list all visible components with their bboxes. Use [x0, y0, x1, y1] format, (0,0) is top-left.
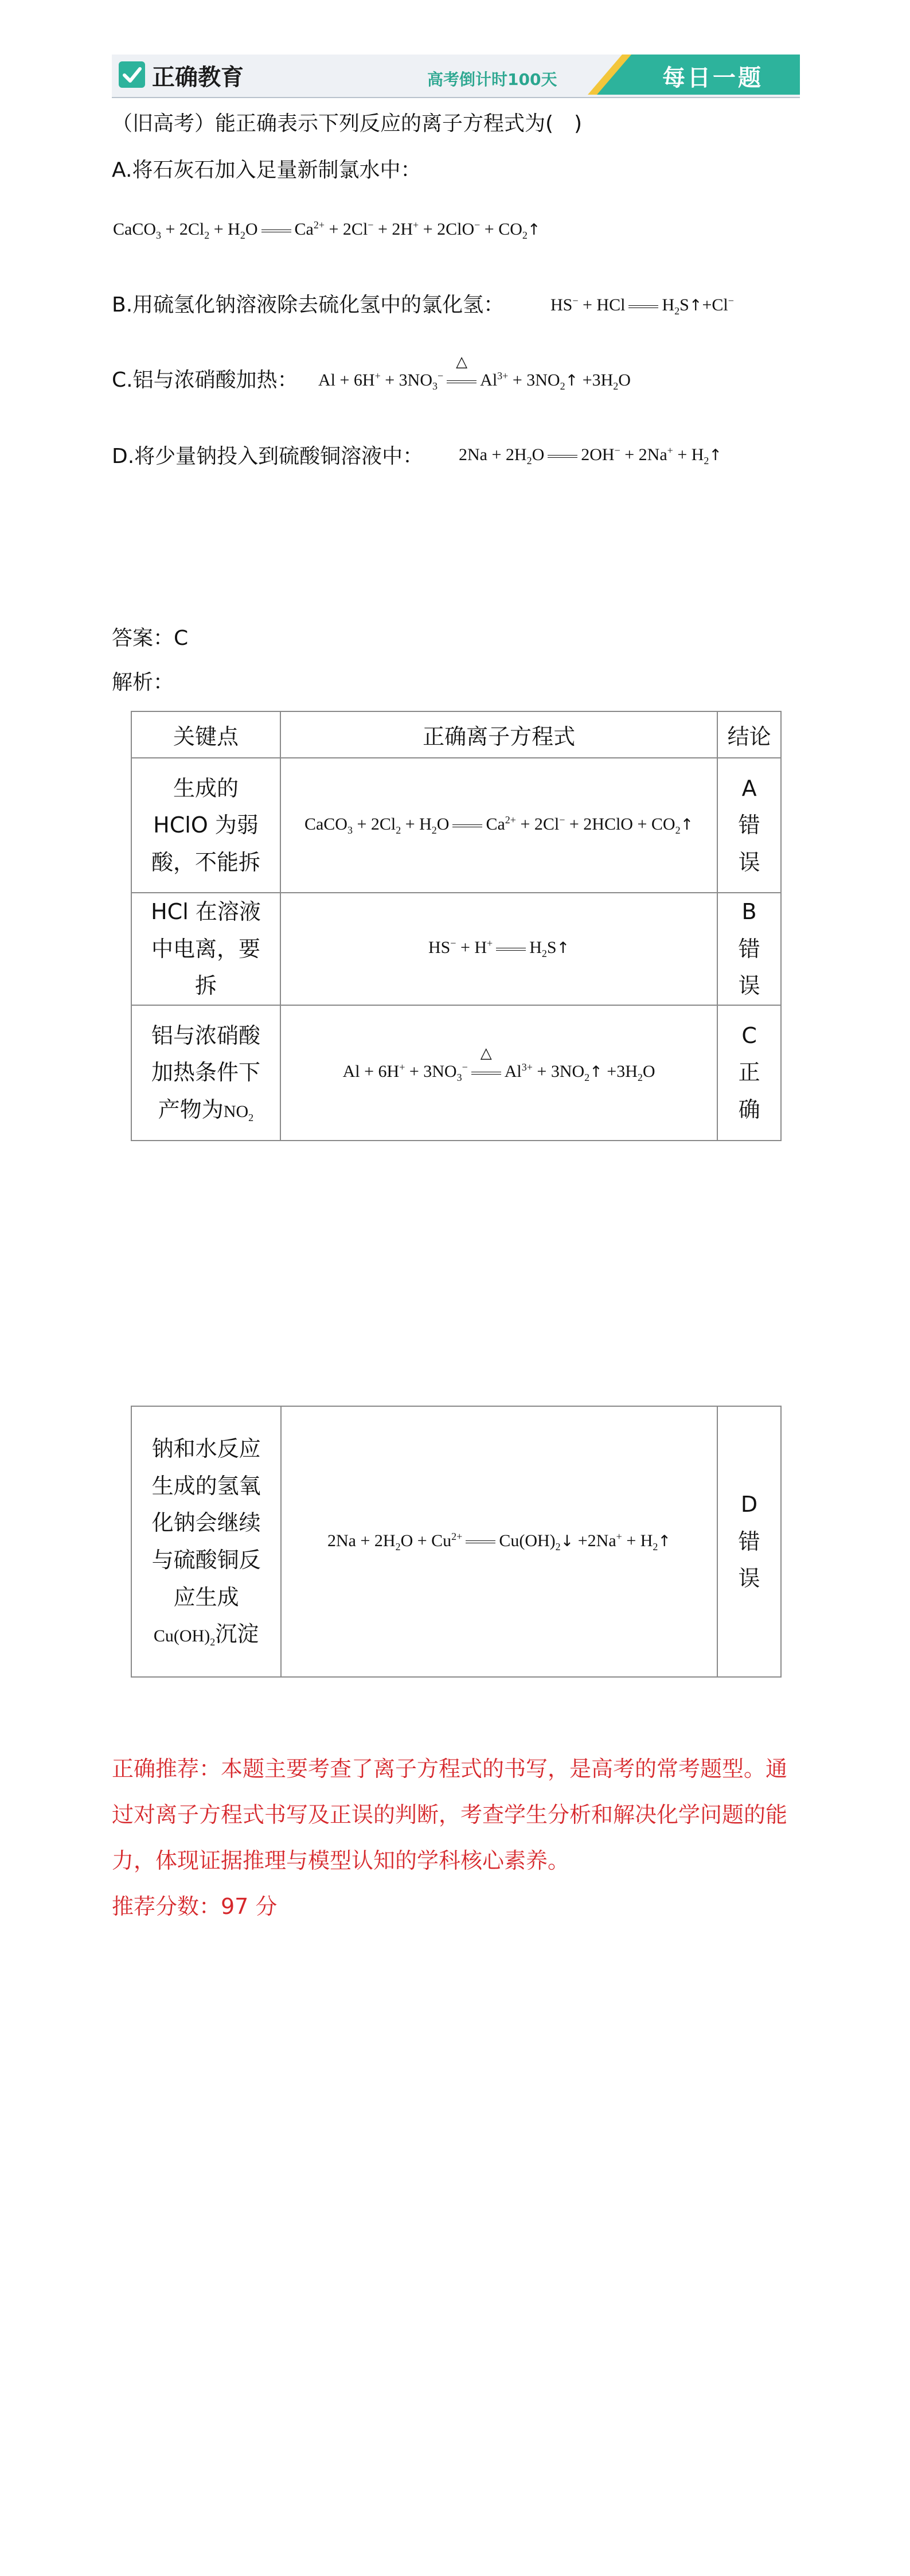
option-c-equation: $Al + 6H^+ + 3NO_3^-$ △ $Al^{3+}$ + $3NO_2↑ +3H_2O$	[318, 353, 631, 392]
row-c-key-prefix: 铝与浓硝酸加热条件下产物为	[151, 1022, 260, 1123]
row-b-key	[131, 893, 280, 1005]
option-b: B.用硫氢化钠溶液除去硫化氢中的氯化氢：	[112, 293, 505, 317]
countdown-text: 高考倒计时100天	[427, 70, 557, 89]
header-conclusion: 结论	[717, 711, 781, 758]
row-c-key-text	[132, 1017, 280, 1129]
row-c-equation-text: $Al + 6H^+ + 3NO_3^-$ △ $Al^{3+}$ + $3NO_2↑ +3H_2O$	[342, 1045, 655, 1084]
row-a-key-text: 生成的 HClO 为弱酸，不能拆	[151, 775, 260, 875]
row-c-conclusion-text: C 正确	[738, 1022, 760, 1123]
header-equation: 正确离子方程式	[280, 711, 717, 758]
row-b-equation	[280, 893, 717, 1005]
row-a-conclusion-text: A 错误	[738, 775, 760, 875]
row-c-equation	[280, 1005, 717, 1141]
option-a-equation: CaCO$_3$ + $2Cl_2 + H_2O$ $Ca^{2+} + 2Cl^- + 2H^+ + 2ClO^-$ + $CO_2↑$	[113, 219, 541, 241]
row-b-conclusion-text: B 错误	[738, 899, 760, 999]
row-b-conclusion	[717, 893, 781, 1005]
table-row	[131, 758, 781, 893]
row-d-key-formula: $Cu(OH)_2$	[153, 1626, 216, 1648]
table-header-row	[131, 711, 781, 758]
row-d-conclusion-text: D 错误	[738, 1492, 760, 1591]
row-c-conclusion	[717, 1005, 781, 1141]
row-d-key-suffix: 沉淀	[215, 1621, 259, 1647]
row-a-equation	[280, 758, 717, 893]
option-b-equation: HS− + HCl $H_2S↑+Cl^-$	[550, 295, 734, 317]
row-b-key-text: HCl 在溶液中电离，要拆	[151, 899, 261, 999]
recommend-text: 正确推荐：本题主要考查了离子方程式的书写，是高考的常考题型。通过对离子方程式书写及正误的判断，考查学生分析和解决化学问题的能力，体现证据推理与模型认知的学科核心素养。	[112, 1756, 788, 1873]
table-row	[131, 1406, 781, 1677]
answer-label: 答案：C	[112, 627, 189, 650]
row-d-key-prefix: 钠和水反应生成的氢氧化钠会继续与硫酸铜反应生成	[151, 1436, 261, 1610]
row-d-equation	[281, 1406, 717, 1677]
row-b-equation-text: HS− + H+ $H_2S↑$	[428, 937, 570, 960]
row-c-key-formula: $NO_2$	[223, 1102, 254, 1124]
row-d-key-text	[132, 1430, 280, 1653]
option-d-equation: $2Na + 2H_2O$ $2OH^- + 2Na^+ + H_2↑$	[459, 445, 722, 466]
header-key-point: 关键点	[131, 711, 280, 758]
table-row	[131, 1005, 781, 1141]
row-d-equation-text: $2Na + 2H_2O + Cu^{2+}$ $Cu(OH)_2↓ +2Na^+$ + $H_2↑$	[327, 1530, 671, 1552]
brand-name: 正确教育	[152, 64, 244, 91]
row-d-key	[131, 1406, 281, 1677]
analysis-label: 解析：	[112, 671, 174, 694]
table-row	[131, 893, 781, 1005]
analysis-table-continued	[131, 1406, 782, 1678]
option-d: D.将少量钠投入到硫酸铜溶液中：	[112, 445, 424, 468]
question-stem: （旧高考）能正确表示下列反应的离子方程式为( )	[112, 112, 583, 135]
option-a: A.将石灰石加入足量新制氯水中：	[112, 158, 421, 182]
recommend-score: 推荐分数：97 分	[112, 1894, 278, 1919]
row-d-conclusion	[717, 1406, 781, 1677]
header-banner	[112, 55, 800, 98]
check-logo-icon	[119, 61, 145, 88]
row-a-key	[131, 758, 280, 893]
row-a-conclusion	[717, 758, 781, 893]
row-a-equation-text: CaCO$_3$ + $2Cl_2 + H_2O$ $Ca^{2+} + 2Cl^-$ + 2HClO + $CO_2↑$	[304, 814, 694, 836]
analysis-table	[131, 711, 782, 1141]
daily-question-label: 每日一题	[662, 65, 763, 91]
option-c: C.铝与浓硝酸加热：	[112, 368, 298, 392]
row-c-key	[131, 1005, 280, 1141]
